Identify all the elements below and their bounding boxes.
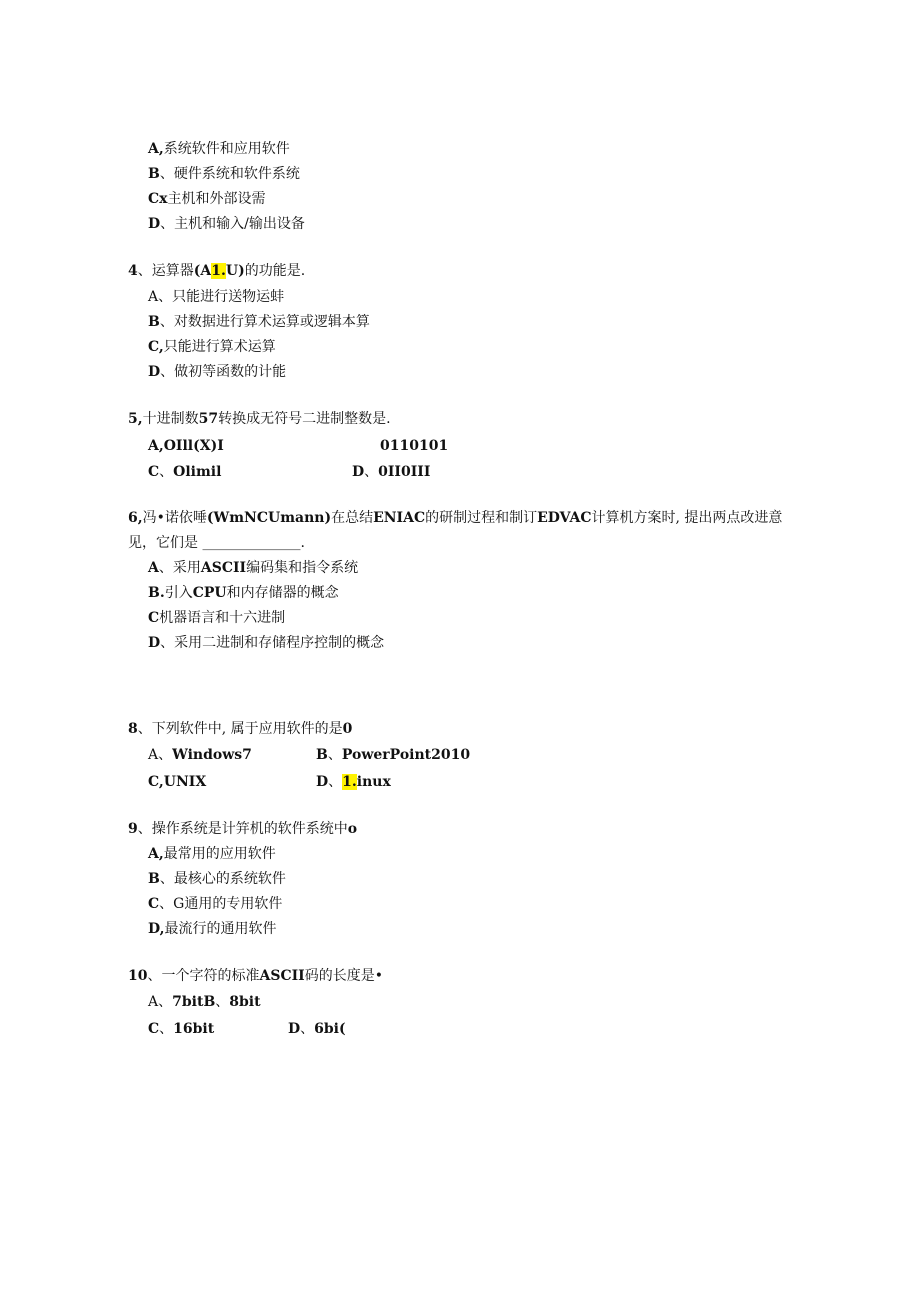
q9-option-c: C、G通用的专用软件	[148, 896, 283, 912]
q8-stem: 8、下列软件中, 属于应用软件的是0	[128, 721, 353, 737]
q4-option-d: D、做初等函数的计能	[148, 364, 287, 380]
q3-option-c: Cx主机和外部设需	[148, 191, 266, 207]
q3-option-b: B、硬件系统和软件系统	[148, 166, 300, 182]
q10-stem: 10、一个字符的标准ASCII码的长度是•	[128, 968, 383, 984]
q8-option-c: C,UNIX	[148, 774, 207, 790]
q6-option-b: B.引入CPU和内存储器的概念	[148, 585, 339, 601]
q6-stem-line1: 6,冯•诺依唾(WmNCUmann)在总结ENIAC的研制过程和制订EDVAC计算机方案时, 提出两点改进意	[128, 510, 783, 526]
q5-option-c: C、Olimil	[148, 464, 222, 480]
highlight-mark: 1.	[211, 263, 226, 279]
q4-option-a: A、只能进行送物运蚌	[148, 289, 285, 305]
q4-option-b: B、对数据进行算术运算或逻辑本算	[148, 314, 370, 330]
q9-option-d: D,最流行的通用软件	[148, 921, 277, 937]
q3-option-a: A,系统软件和应用软件	[148, 141, 290, 157]
q4-stem: 4、运算器(A1.U)的功能是.	[128, 263, 306, 279]
q9-stem: 9、操作系统是计笄机的软件系统中o	[128, 821, 358, 837]
highlight-mark: 1.	[342, 774, 357, 790]
q6-option-c: C机器语言和十六进制	[148, 610, 286, 626]
q10-option-ab: A、7bitB、8bit	[148, 994, 261, 1010]
q3-option-d: D、主机和输入/输出设备	[148, 216, 305, 232]
q8-option-a: A、Windows7	[148, 747, 252, 763]
q9-option-b: B、最核心的系统软件	[148, 871, 286, 887]
q5-stem: 5,十进制数57转换成无符号二进制整数是.	[128, 411, 391, 427]
q10-option-c: C、16bit	[148, 1021, 215, 1037]
q8-option-d: D、1.inux	[316, 774, 391, 790]
q8-option-b: B、PowerPoint2010	[316, 747, 471, 763]
q9-option-a: A,最常用的应用软件	[148, 846, 276, 862]
q6-option-d: D、采用二进制和存储程序控制的概念	[148, 635, 385, 651]
q4-option-c: C,只能进行算术运算	[148, 339, 276, 355]
q5-option-d: D、0II0III	[352, 464, 431, 480]
q10-option-d: D、6bi(	[288, 1021, 346, 1037]
q6-option-a: A、采用ASCII编码集和指令系统	[148, 560, 359, 576]
q6-stem-line2: 见，它们是 ______________.	[128, 535, 305, 551]
q5-option-a: A,OIll(X)I	[148, 438, 224, 454]
q5-option-b: 0110101	[380, 438, 449, 454]
